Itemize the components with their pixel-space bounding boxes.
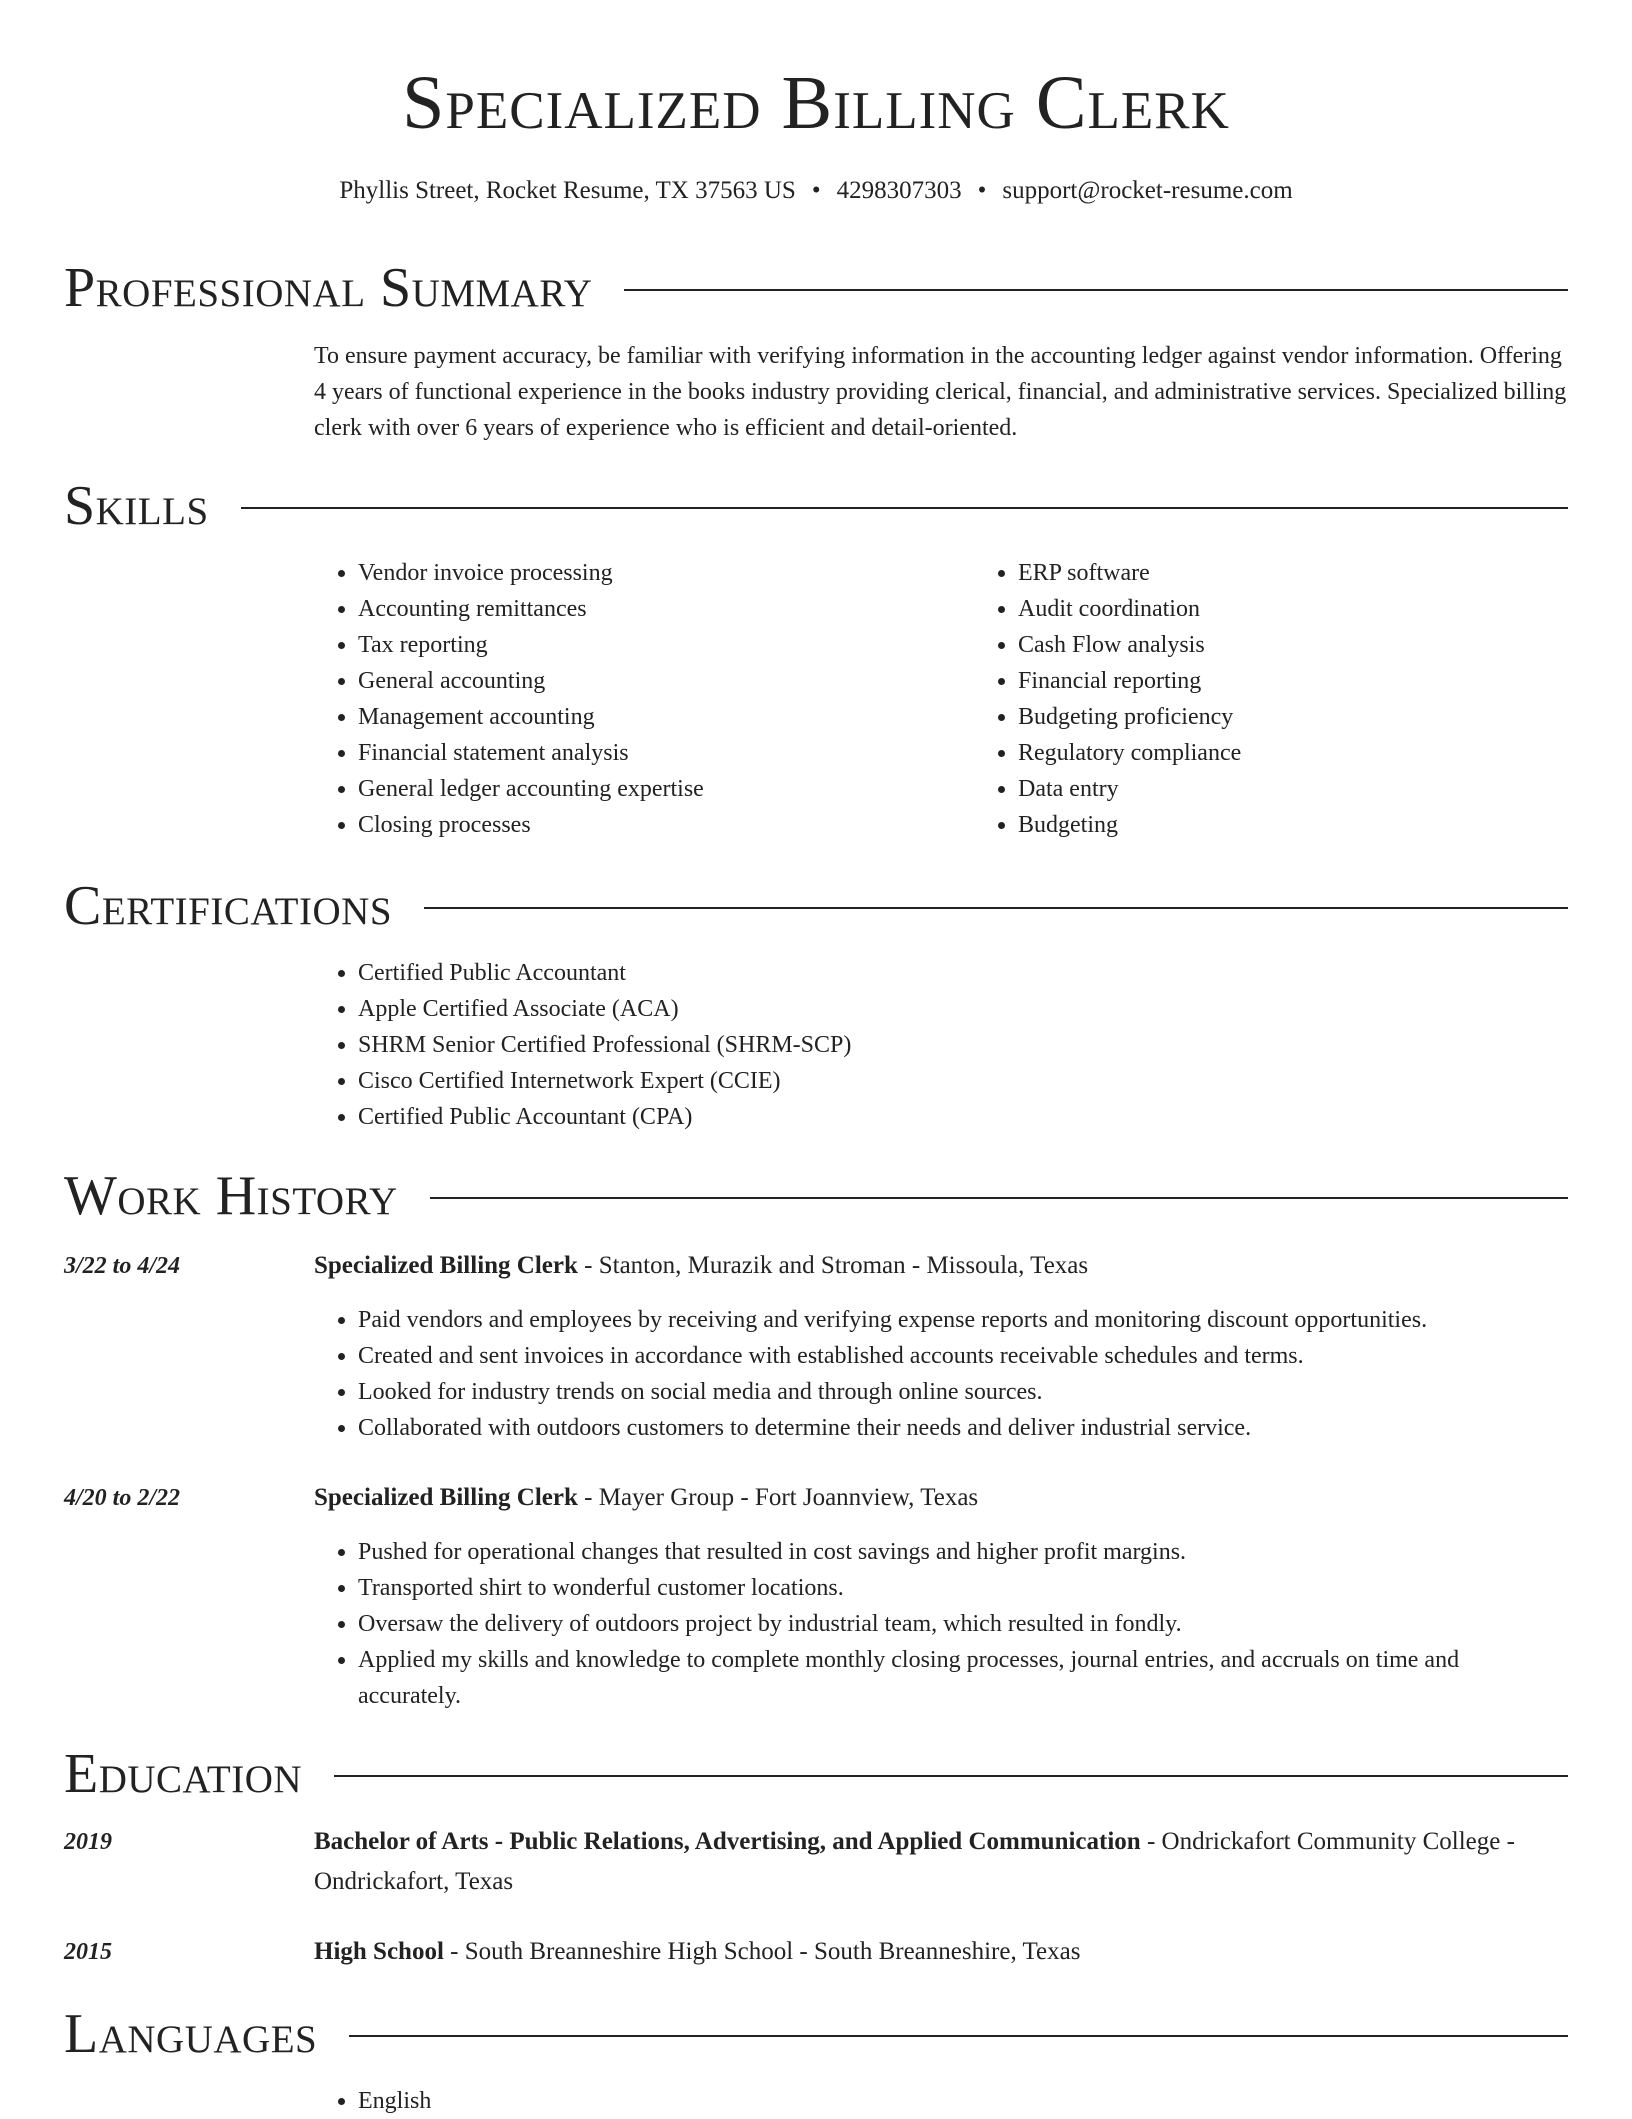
certifications-block [314,955,1568,1135]
education-school: - Ondrickafort Community College - Ondrickafort, Texas [314,1828,1515,1895]
job-dates: 4/20 to 2/22 [64,1485,181,1511]
contact-line [0,174,1632,208]
certification-item: • Certified Public Accountant [358,955,1568,991]
section-title-skills: Skills [64,475,209,537]
languages-block [314,2083,1568,2119]
certifications-list [314,955,1568,1135]
education-entry [314,1932,1568,1972]
skill-item: • Audit coordination [1018,591,1632,627]
contact-separator: • [811,177,821,204]
section-title-education: Education [64,1743,303,1805]
section-title-work-history: Work History [64,1165,398,1227]
resume-name: Specialized Billing Clerk [402,61,1230,145]
job-duty: • Transported shirt to wonderful customer locations. [358,1570,1568,1606]
section-divider [349,2035,1568,2037]
certification-item: • Cisco Certified Internetwork Expert (CCIE) [358,1063,1568,1099]
job-entry [314,1480,1568,1714]
contact-address: Phyllis Street, Rocket Resume, TX 37563 US [339,177,796,204]
skill-item: • Budgeting proficiency [1018,699,1632,735]
section-header-work-history [64,1164,1568,1228]
job-heading [314,1480,1568,1516]
summary-text: To ensure payment accuracy, be familiar with verifying information in the accounting ledger against vendor information. Offering 4 years of functional experience in the books industry providing clerical, financial, and administrative services. Specialized billing clerk with over 6 years of experience who is efficient and detail-oriented. [314,343,1567,441]
section-divider [241,507,1568,509]
section-title-languages: Languages [64,2003,318,2065]
education-degree: Bachelor of Arts - Public Relations, Advertising, and Applied Communication [314,1828,1141,1855]
summary-block [314,338,1568,446]
skill-item: • General accounting [358,663,974,699]
section-header-languages [64,2002,1568,2066]
section-divider [334,1775,1568,1777]
certification-item: • SHRM Senior Certified Professional (SHRM-SCP) [358,1027,1568,1063]
education-entry [314,1822,1568,1902]
section-title-certifications: Certifications [64,875,393,937]
skill-item: • Cash Flow analysis [1018,627,1632,663]
job-duties [314,1302,1568,1446]
job-duty: • Applied my skills and knowledge to complete monthly closing processes, journal entries, and accruals on time and accurately. [358,1642,1568,1714]
job-title: Specialized Billing Clerk [314,1484,578,1511]
job-employer: - Mayer Group - Fort Joannview, Texas [577,1484,979,1511]
skill-item: • Accounting remittances [358,591,974,627]
skill-item: • Regulatory compliance [1018,735,1632,771]
job-duty: • Collaborated with outdoors customers to determine their needs and deliver industrial service. [358,1410,1568,1446]
education-year: 2019 [64,1829,112,1855]
skill-item: • Vendor invoice processing [358,555,974,591]
certification-item: • Certified Public Accountant (CPA) [358,1099,1568,1135]
skill-item: • Data entry [1018,771,1632,807]
section-header-summary [64,256,1568,320]
job-duty: • Looked for industry trends on social media and through online sources. [358,1374,1568,1410]
job-employer: - Stanton, Murazik and Stroman - Missoula, Texas [577,1252,1089,1279]
skill-item: • General ledger accounting expertise [358,771,974,807]
section-header-education [64,1742,1568,1806]
education-year: 2015 [64,1939,112,1965]
section-divider [424,907,1568,909]
job-duties [314,1534,1568,1714]
skills-block [314,555,1568,843]
job-entry [314,1248,1568,1446]
section-divider [624,289,1568,291]
contact-phone: 4298307303 [836,177,962,204]
education-school: - South Breanneshire High School - South Breanneshire, Texas [443,1938,1081,1965]
job-duty: • Pushed for operational changes that resulted in cost savings and higher profit margins. [358,1534,1568,1570]
section-title-summary: Professional Summary [64,257,593,319]
section-divider [430,1197,1568,1199]
education-degree: High School [314,1938,444,1965]
education-heading [314,1822,1568,1902]
contact-email: support@rocket-resume.com [1002,177,1293,204]
job-duty: • Paid vendors and employees by receiving and verifying expense reports and monitoring discount opportunities. [358,1302,1568,1338]
section-header-certifications [64,874,1568,938]
skills-list-right [974,555,1632,843]
skill-item: • ERP software [1018,555,1632,591]
job-duty: • Created and sent invoices in accordance with established accounts receivable schedules and terms. [358,1338,1568,1374]
skill-item: • Management accounting [358,699,974,735]
job-heading [314,1248,1568,1284]
skills-grid [314,555,1568,843]
education-heading [314,1932,1568,1972]
languages-list [314,2083,1568,2119]
language-item: • English [358,2083,1568,2119]
job-title: Specialized Billing Clerk [314,1252,578,1279]
skills-list-left [314,555,974,843]
skill-item: • Tax reporting [358,627,974,663]
skill-item: • Financial statement analysis [358,735,974,771]
skill-item: • Budgeting [1018,807,1632,843]
contact-separator: • [977,177,987,204]
skill-item: • Financial reporting [1018,663,1632,699]
skill-item: • Closing processes [358,807,974,843]
job-dates: 3/22 to 4/24 [64,1253,181,1279]
job-duty: • Oversaw the delivery of outdoors project by industrial team, which resulted in fondly. [358,1606,1568,1642]
section-header-skills [64,474,1568,538]
certification-item: • Apple Certified Associate (ACA) [358,991,1568,1027]
